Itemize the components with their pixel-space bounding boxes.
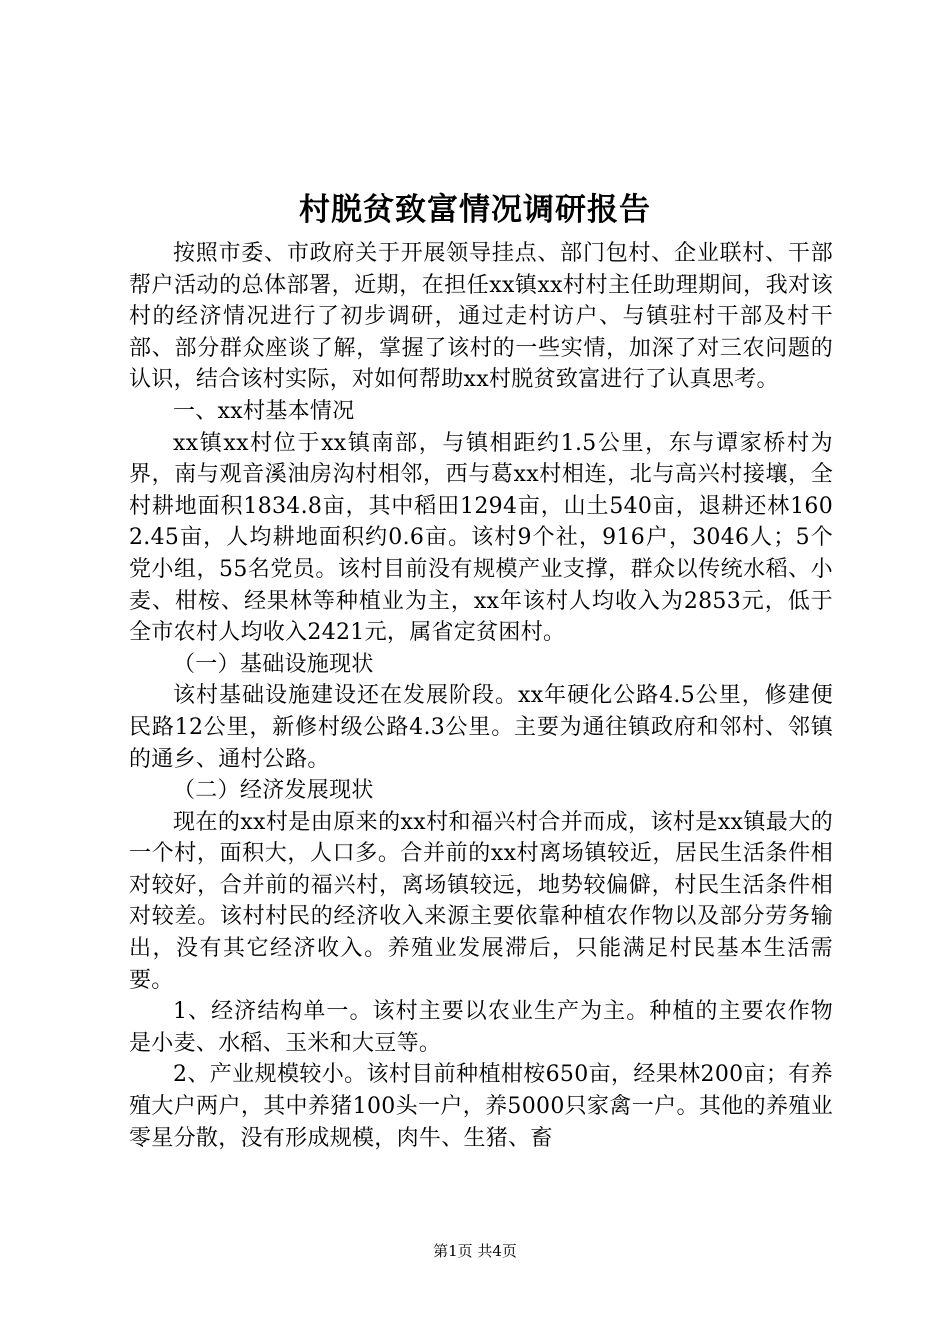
subsection-heading-economy: （二）经济发展现状 [173,778,374,804]
economy-paragraph: 现在的xx村是由原来的xx村和福兴村合并而成，该村是xx镇最大的一个村，面积大，人口多。合并前的xx村离场镇较近，居民生活条件相对较好，合并前的福兴村，离场镇较远，地势较偏僻，村民生活条件相对较差。该村村民的经济收入来源主要依靠种植农作物以及部分劳务输出，没有其它经济收入。养殖业发展滞后，只能满足村民基本生活需要。 [129,809,833,993]
document-title: 村脱贫致富情况调研报告 [299,192,651,228]
section-heading-basic-info: 一、xx村基本情况 [173,398,355,424]
page-footer: 第1页 共4页 [433,1242,517,1260]
basic-info-paragraph: xx镇xx村位于xx镇南部，与镇相距约1.5公里，东与谭家桥村为界，南与观音溪油房沟村相邻，西与葛xx村相连，北与高兴村接壤，全村耕地面积1834.8亩，其中稻田1294亩，山土540亩，退耕还林1602.45亩，人均耕地面积约0.6亩。该村9个社，916户，3046人；5个党小组，55名党员。该村目前没有规模产业支撑，群众以传统水稻、小麦、柑桉、经果林等种植业为主，xx年该村人均收入为2853元，低于全市农村人均收入2421元，属省定贫困村。 [129,430,833,646]
document-body [129,238,833,1154]
infrastructure-paragraph: 该村基础设施建设还在发展阶段。xx年硬化公路4.5公里，修建便民路12公里，新修村级公路4.3公里。主要为通往镇政府和邻村、邻镇的通乡、通村公路。 [129,683,833,772]
economy-point-2: 2、产业规模较小。该村目前种植柑桉650亩，经果林200亩；有养殖大户两户，其中养猪100头一户，养5000只家禽一户。其他的养殖业零星分散，没有形成规模，肉牛、生猪、畜 [129,1062,833,1151]
subsection-heading-infrastructure: （一）基础设施现状 [173,651,374,677]
intro-paragraph: 按照市委、市政府关于开展领导挂点、部门包村、企业联村、干部帮户活动的总体部署，近期，在担任xx镇xx村村主任助理期间，我对该村的经济情况进行了初步调研，通过走村访户、与镇驻村干部及村干部、部分群众座谈了解，掌握了该村的一些实情，加深了对三农问题的认识，结合该村实际，对如何帮助xx村脱贫致富进行了认真思考。 [129,241,833,393]
economy-point-1: 1、经济结构单一。该村主要以农业生产为主。种植的主要农作物是小麦、水稻、玉米和大豆等。 [129,999,833,1056]
